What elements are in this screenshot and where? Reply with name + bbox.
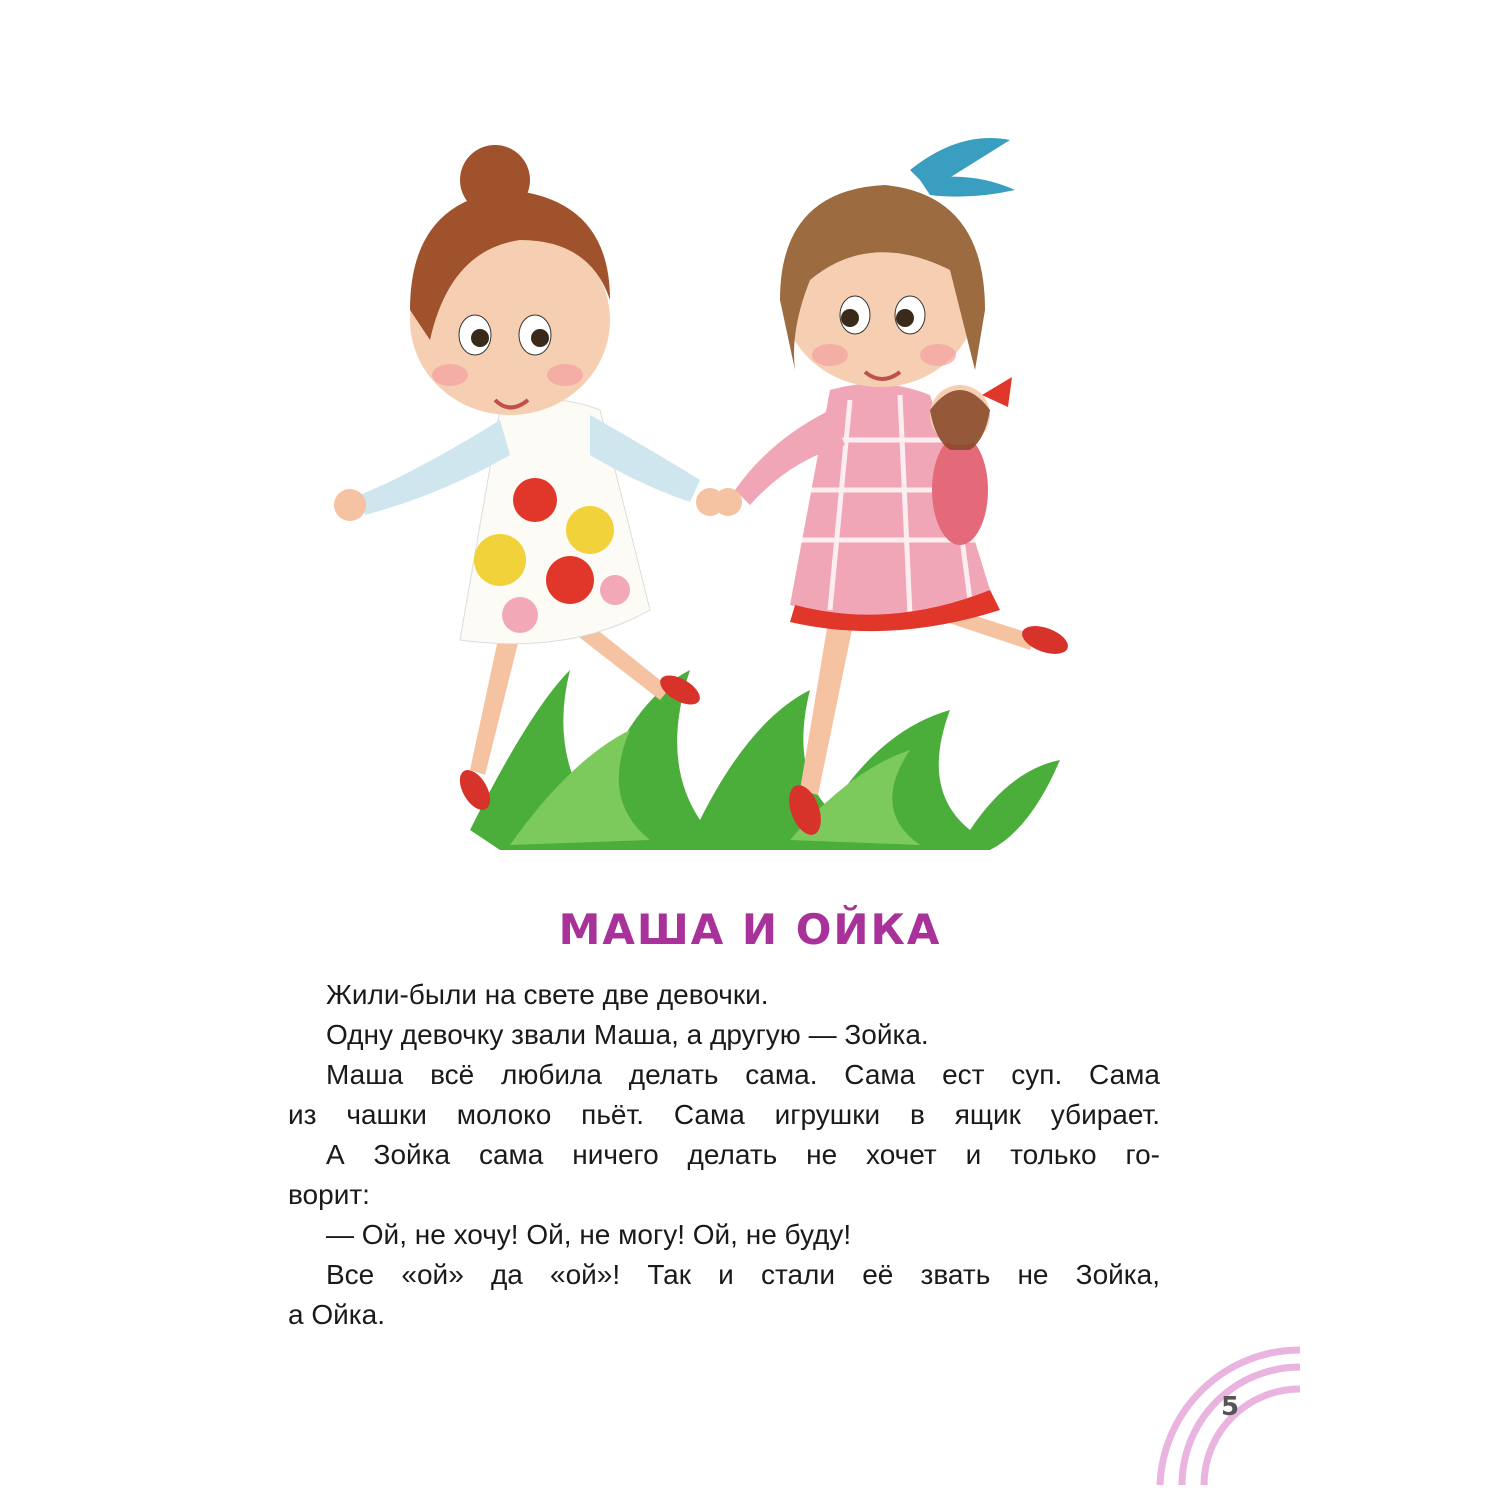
story-title: МАША И ОЙКА xyxy=(558,905,942,954)
story-line: — Ой, не хочу! Ой, не могу! Ой, не буду! xyxy=(326,1219,852,1250)
story-line: ворит: xyxy=(288,1179,370,1210)
grass-illustration xyxy=(470,670,1060,850)
illustration-two-girls xyxy=(270,110,1090,870)
page-number: 5 xyxy=(1220,1392,1240,1422)
story-text xyxy=(288,975,1160,1335)
story-line: Все «ой» да «ой»! Так и стали её звать не Зойка, xyxy=(326,1259,1160,1290)
story-line: а Ойка. xyxy=(288,1299,385,1330)
story-line: А Зойка сама ничего делать не хочет и только го- xyxy=(326,1139,1160,1170)
doll-illustration xyxy=(930,377,1012,545)
story-line: из чашки молоко пьёт. Сама игрушки в ящик убирает. xyxy=(288,1099,1160,1130)
story-line: Одну девочку звали Маша, а другую — Зойка. xyxy=(326,1019,929,1050)
story-line: Жили-были на свете две девочки. xyxy=(326,979,769,1010)
story-line: Маша всё любила делать сама. Сама ест суп. Сама xyxy=(326,1059,1160,1090)
